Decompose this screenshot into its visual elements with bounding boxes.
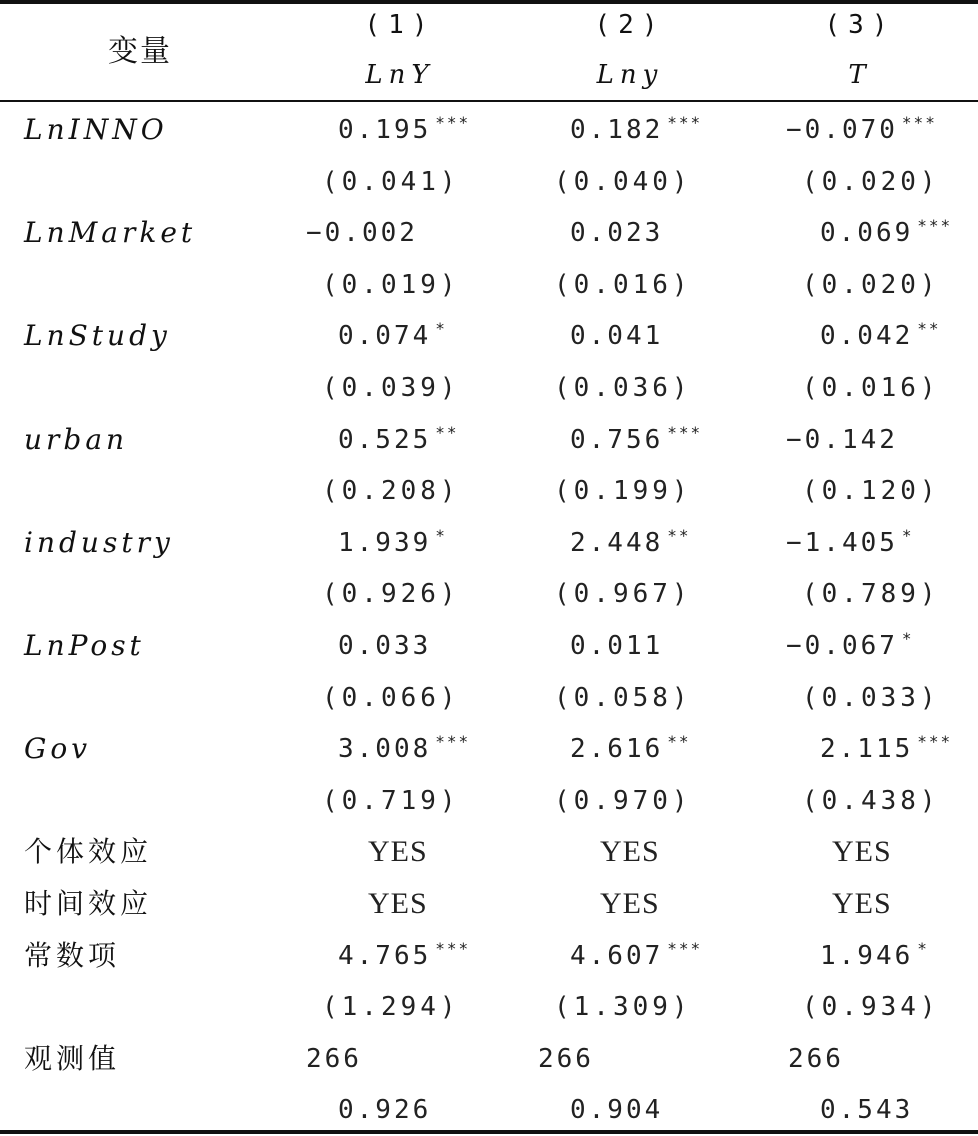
effect-cell: YES xyxy=(600,835,660,869)
coefficient-cell xyxy=(338,626,435,669)
effect-cell: YES xyxy=(600,887,660,920)
coefficient-cell xyxy=(820,729,952,772)
standard-error-cell: (0.033) xyxy=(802,682,940,713)
standard-error-cell: (1.294) xyxy=(322,992,460,1023)
observations-cell: 266 xyxy=(306,1043,362,1074)
table-row xyxy=(0,930,978,982)
standard-error-cell: (0.016) xyxy=(554,269,692,300)
table-row xyxy=(0,878,978,930)
coefficient-value: 0.041 xyxy=(570,321,664,352)
variable-label: industry xyxy=(24,525,174,559)
standard-error-cell: (0.016) xyxy=(802,373,940,403)
standard-error-cell: (0.208) xyxy=(322,476,460,507)
standard-error-cell: (0.036) xyxy=(554,373,692,403)
table-row xyxy=(0,672,978,724)
column-3-number: (3) xyxy=(824,10,896,40)
table-row xyxy=(0,723,978,775)
coefficient-value: −0.002 xyxy=(306,218,418,249)
coefficient-cell xyxy=(820,936,929,979)
coefficient-value: 2.616 xyxy=(570,734,664,765)
significance-stars: ** xyxy=(435,422,459,442)
coefficient-cell xyxy=(570,316,667,359)
coefficient-cell xyxy=(786,110,937,153)
coefficient-value: 0.033 xyxy=(338,631,432,661)
coefficient-value: 0.069 xyxy=(820,218,914,249)
significance-stars: * xyxy=(901,629,914,648)
coefficient-value: −0.142 xyxy=(786,424,898,455)
coefficient-cell xyxy=(570,626,667,669)
coefficient-cell xyxy=(570,110,702,153)
standard-error-cell: (0.970) xyxy=(554,785,692,816)
table-row xyxy=(0,620,978,672)
significance-stars: *** xyxy=(917,732,953,752)
column-2-name: Lny xyxy=(596,60,664,90)
table-row xyxy=(0,156,978,208)
standard-error-cell: (0.020) xyxy=(802,269,940,300)
coefficient-value: 4.765 xyxy=(338,940,432,971)
coefficient-cell xyxy=(338,523,447,566)
variable-label: Gov xyxy=(24,732,92,766)
table-row xyxy=(0,1084,978,1136)
standard-error-cell: (0.967) xyxy=(554,579,692,610)
standard-error-cell: (0.199) xyxy=(554,476,692,507)
significance-stars: *** xyxy=(667,938,703,958)
table-bottom-rule xyxy=(0,1130,978,1134)
coefficient-value: 3.008 xyxy=(338,734,432,765)
significance-stars: *** xyxy=(435,938,471,958)
constant-label: 常数项 xyxy=(24,938,121,972)
standard-error-cell: (0.040) xyxy=(554,166,692,197)
variable-label: urban xyxy=(24,422,129,456)
effect-cell: YES xyxy=(832,887,892,920)
table-row xyxy=(0,104,978,156)
coefficient-value: 0.195 xyxy=(338,115,432,145)
standard-error-cell: (0.934) xyxy=(802,992,940,1023)
table-row xyxy=(0,1033,978,1085)
coefficient-value: −0.067 xyxy=(786,631,898,661)
coefficient-cell xyxy=(306,213,422,256)
individual-effect-label: 个体效应 xyxy=(24,835,153,869)
coefficient-value: −1.405 xyxy=(786,527,898,558)
standard-error-cell: (0.020) xyxy=(802,166,940,197)
effect-cell: YES xyxy=(832,835,892,869)
observations-label: 观测值 xyxy=(24,1041,121,1075)
coefficient-value: 4.607 xyxy=(570,940,664,971)
coefficient-cell xyxy=(570,213,667,256)
coefficient-cell xyxy=(820,316,941,359)
standard-error-cell: (0.120) xyxy=(802,476,940,507)
coefficient-cell xyxy=(570,523,691,566)
table-row xyxy=(0,414,978,466)
coefficient-cell xyxy=(786,626,914,669)
variable-label: LnINNO xyxy=(24,113,168,146)
column-1-number: (1) xyxy=(364,10,436,40)
table-row xyxy=(0,517,978,569)
standard-error-cell: (0.019) xyxy=(322,269,460,300)
coefficient-value: 0.042 xyxy=(820,321,914,352)
effect-cell: YES xyxy=(368,835,428,869)
table-header-rule xyxy=(0,100,978,102)
coefficient-cell xyxy=(570,936,702,979)
coefficient-cell xyxy=(570,729,691,772)
time-effect-label: 时间效应 xyxy=(24,887,153,920)
standard-error-cell: (0.039) xyxy=(322,373,460,403)
standard-error-cell: (0.438) xyxy=(802,785,940,816)
variable-label: LnMarket xyxy=(24,216,197,250)
significance-stars: *** xyxy=(901,113,937,132)
coefficient-cell xyxy=(338,729,470,772)
significance-stars: * xyxy=(917,938,929,958)
table-row xyxy=(0,465,978,517)
standard-error-cell: (1.309) xyxy=(554,992,692,1023)
table-row xyxy=(0,981,978,1033)
coefficient-value: 2.448 xyxy=(570,527,664,558)
coefficient-value: 0.756 xyxy=(570,424,664,455)
standard-error-cell: (0.789) xyxy=(802,579,940,610)
observations-cell: 266 xyxy=(538,1043,594,1074)
r-squared-cell: 0.904 xyxy=(570,1095,664,1126)
column-2-number: (2) xyxy=(594,10,666,40)
coefficient-value: 2.115 xyxy=(820,734,914,765)
significance-stars: *** xyxy=(435,113,471,132)
significance-stars: *** xyxy=(667,113,703,132)
effect-cell: YES xyxy=(368,887,428,920)
significance-stars: *** xyxy=(917,216,953,236)
coefficient-value: 0.074 xyxy=(338,321,432,352)
standard-error-cell: (0.058) xyxy=(554,682,692,713)
significance-stars: * xyxy=(435,525,447,545)
table-row xyxy=(0,259,978,311)
coefficient-cell xyxy=(786,523,914,566)
coefficient-value: 0.023 xyxy=(570,218,664,249)
observations-cell: 266 xyxy=(788,1043,844,1074)
significance-stars: *** xyxy=(667,422,703,442)
coefficient-value: 1.946 xyxy=(820,940,914,971)
table-row xyxy=(0,207,978,259)
significance-stars: ** xyxy=(667,525,691,545)
coefficient-value: −0.070 xyxy=(786,115,898,145)
column-3-name: T xyxy=(848,60,872,90)
table-row xyxy=(0,568,978,620)
table-row xyxy=(0,826,978,878)
coefficient-value: 1.939 xyxy=(338,527,432,558)
coefficient-value: 0.011 xyxy=(570,631,664,661)
standard-error-cell: (0.066) xyxy=(322,682,460,713)
coefficient-cell xyxy=(338,420,459,463)
coefficient-cell xyxy=(570,420,702,463)
significance-stars: ** xyxy=(667,732,691,752)
header-variable-label: 变量 xyxy=(108,34,172,69)
standard-error-cell: (0.041) xyxy=(322,166,460,197)
coefficient-cell xyxy=(338,316,447,359)
coefficient-cell xyxy=(338,110,470,153)
coefficient-cell xyxy=(786,420,902,463)
standard-error-cell: (0.719) xyxy=(322,785,460,816)
significance-stars: ** xyxy=(917,319,941,339)
coefficient-cell xyxy=(338,936,470,979)
variable-label: LnPost xyxy=(24,629,145,662)
r-squared-cell: 0.543 xyxy=(820,1095,914,1126)
coefficient-cell xyxy=(820,213,952,256)
table-row xyxy=(0,310,978,362)
column-1-name: LnY xyxy=(365,60,435,90)
table-top-rule xyxy=(0,0,978,4)
table-row xyxy=(0,775,978,827)
variable-label: LnStudy xyxy=(24,319,171,353)
significance-stars: * xyxy=(901,525,914,545)
significance-stars: * xyxy=(435,319,447,339)
r-squared-cell: 0.926 xyxy=(338,1095,432,1126)
coefficient-value: 0.525 xyxy=(338,424,432,455)
significance-stars: *** xyxy=(435,732,471,752)
standard-error-cell: (0.926) xyxy=(322,579,460,610)
coefficient-value: 0.182 xyxy=(570,115,664,145)
table-row xyxy=(0,362,978,414)
